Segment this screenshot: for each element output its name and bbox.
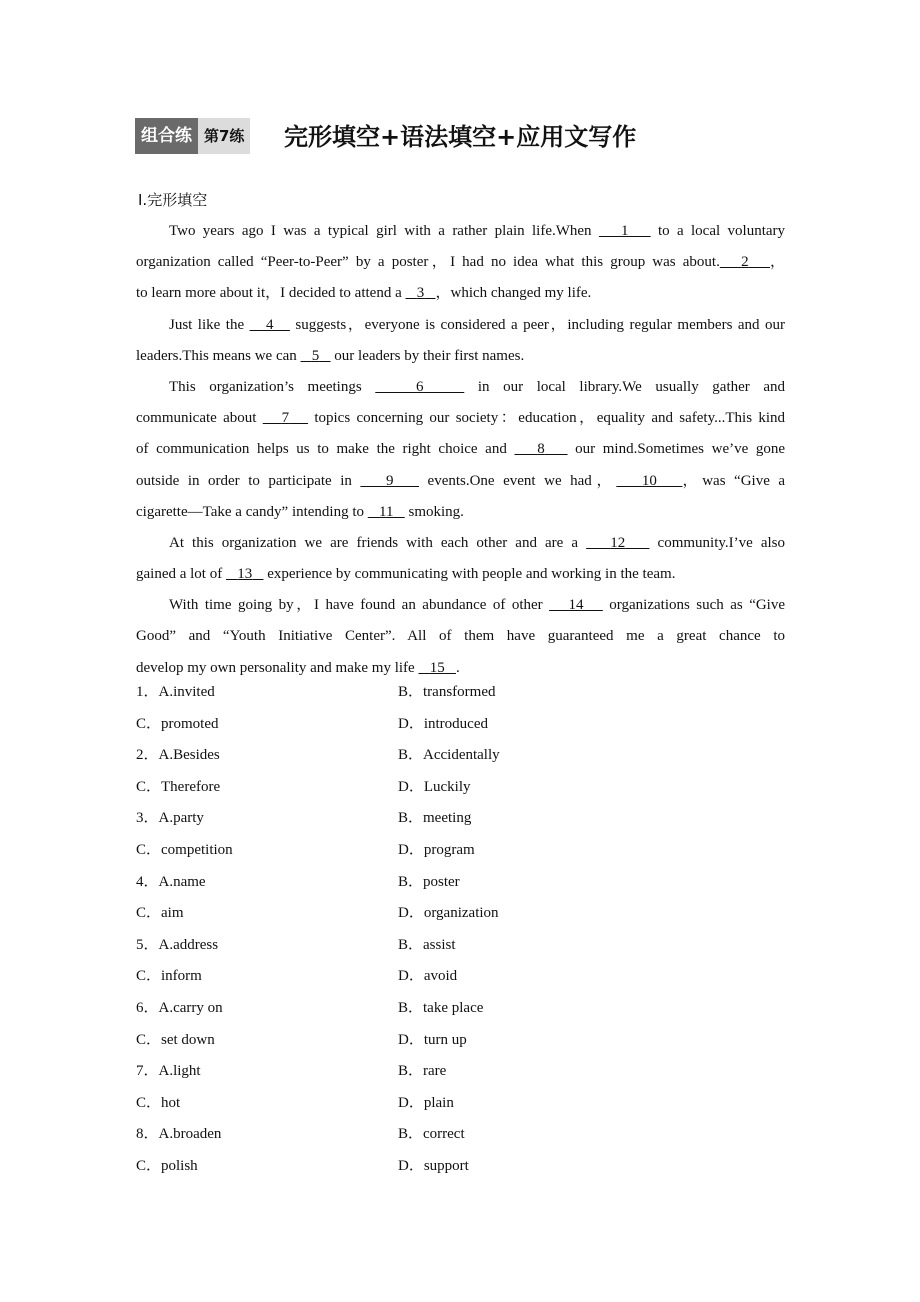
blank-number: 5: [311, 347, 320, 364]
option-item: C．set down: [136, 1031, 215, 1048]
passage-line: [136, 498, 785, 529]
passage-line: [136, 279, 785, 310]
exercise-badge: [135, 118, 250, 154]
blank-13: [226, 566, 264, 582]
passage-line: [136, 342, 785, 373]
blank-number: 15: [429, 659, 445, 676]
passage-text: ，: [770, 254, 786, 271]
option-row: [136, 1152, 785, 1184]
passage-text: to learn more about it，I decided to attend a: [136, 285, 406, 302]
option-item: D．turn up: [398, 1031, 467, 1048]
blank-5: [301, 348, 331, 364]
blank-11: [368, 504, 405, 520]
passage-text: ，was “Give a: [682, 472, 786, 489]
blank-number: 7: [281, 410, 290, 427]
section-title: Ⅰ.完形填空: [138, 191, 208, 209]
passage-text: communicate about: [136, 410, 263, 427]
blank-3: [406, 285, 436, 301]
option-item: B．correct: [398, 1126, 465, 1143]
passage-text: ，which changed my life.: [435, 285, 592, 302]
passage-text: cigarette—Take a candy” intending to: [136, 503, 368, 520]
option-item: C．competition: [136, 841, 233, 858]
passage-text: in our local library.We usually gather and: [464, 378, 786, 395]
option-row: [136, 710, 785, 742]
option-item: D．plain: [398, 1094, 454, 1111]
option-item: D．organization: [398, 905, 499, 922]
passage-line: [136, 622, 785, 653]
blank-number: 2: [741, 254, 749, 271]
blank-number: 6: [416, 378, 424, 395]
blank-12: [586, 535, 649, 551]
cloze-passage: [136, 217, 785, 685]
option-item: 7．A.light: [136, 1063, 201, 1080]
passage-text: Just like the: [169, 316, 250, 333]
option-item: B．take place: [398, 999, 484, 1016]
passage-text: suggests，everyone is considered a peer，including regular members and our: [289, 316, 785, 333]
option-item: D．introduced: [398, 715, 488, 732]
blank-2: [720, 254, 770, 270]
option-item: 1．A.invited: [136, 684, 215, 700]
passage-line: [136, 404, 785, 435]
passage-text: experience by communicating with people and working in the team.: [263, 566, 676, 583]
option-row: [136, 804, 785, 836]
blank-15: [418, 660, 456, 676]
option-item: B．rare: [398, 1063, 447, 1080]
blank-number: 9: [385, 472, 394, 489]
option-item: B．transformed: [398, 684, 496, 700]
option-item: B．meeting: [398, 810, 472, 827]
passage-text: This organization’s meetings: [169, 378, 376, 395]
option-row: [136, 994, 785, 1026]
option-row: [136, 836, 785, 868]
option-item: B．Accidentally: [398, 747, 500, 764]
option-row: [136, 868, 785, 900]
blank-number: 11: [379, 503, 394, 520]
blank-number: 14: [568, 597, 584, 614]
passage-line: [136, 248, 785, 279]
passage-text: develop my own personality and make my life: [136, 659, 419, 676]
option-row: [136, 931, 785, 963]
option-item: D．support: [398, 1157, 469, 1174]
blank-number: 4: [265, 316, 274, 333]
passage-text: events.One event we had，: [419, 472, 617, 489]
passage-text: organizations such as “Give: [602, 597, 786, 614]
option-row: [136, 1089, 785, 1121]
blank-number: 3: [416, 285, 425, 302]
passage-line: [136, 560, 785, 591]
passage-text: outside in order to participate in: [136, 472, 361, 489]
passage-text: our mind.Sometimes we’ve gone: [567, 441, 786, 458]
option-item: B．poster: [398, 873, 460, 890]
passage-line: [136, 591, 785, 622]
option-item: B．assist: [398, 936, 456, 953]
option-item: C．inform: [136, 968, 202, 985]
option-item: 2．A.Besides: [136, 747, 220, 764]
passage-text: our leaders by their first names.: [330, 347, 525, 364]
passage-text: community.I’ve also: [649, 534, 786, 551]
passage-text: to a local voluntary: [650, 223, 786, 239]
blank-9: [360, 473, 419, 489]
blank-6: [375, 379, 464, 395]
option-row: [136, 899, 785, 931]
passage-line: [136, 529, 785, 560]
blank-number: 12: [610, 534, 626, 551]
option-item: 6．A.carry on: [136, 999, 223, 1016]
passage-text: gained a lot of: [136, 566, 226, 583]
option-item: C．polish: [136, 1157, 198, 1174]
passage-line: [136, 435, 785, 466]
option-row: [136, 1120, 785, 1152]
option-item: 4．A.name: [136, 873, 206, 890]
option-item: D．avoid: [398, 968, 458, 985]
blank-number: 10: [641, 472, 657, 489]
blank-number: 1: [621, 223, 629, 239]
badge-primary: 组合练: [135, 118, 198, 154]
passage-text: of communication helps us to make the right choice and: [136, 441, 515, 458]
badge-secondary: 第7练: [198, 118, 250, 154]
option-row: [136, 741, 785, 773]
passage-text: organization called “Peer-to-Peer” by a poster，I had no idea what this group was about.: [136, 254, 720, 271]
passage-text: smoking.: [404, 503, 464, 520]
option-row: [136, 1057, 785, 1089]
passage-text: leaders.This means we can: [136, 347, 301, 364]
blank-7: [263, 410, 308, 426]
option-row: [136, 1026, 785, 1058]
blank-number: 8: [537, 441, 545, 458]
option-item: 3．A.party: [136, 810, 204, 827]
passage-text: .: [455, 659, 460, 676]
blank-8: [514, 441, 567, 457]
option-item: C．promoted: [136, 715, 219, 732]
option-item: C．Therefore: [136, 778, 221, 795]
passage-line: [136, 311, 785, 342]
passage-line: [136, 467, 785, 498]
blank-4: [250, 317, 290, 333]
page-title: 完形填空+语法填空+应用文写作: [284, 123, 637, 151]
option-row: [136, 678, 785, 710]
option-item: C．aim: [136, 905, 184, 922]
option-row: [136, 773, 785, 805]
option-item: 8．A.broaden: [136, 1126, 222, 1143]
blank-14: [549, 597, 603, 613]
passage-text: With time going by，I have found an abundance of other: [169, 597, 550, 614]
passage-text: At this organization we are friends with each other and are a: [169, 534, 587, 551]
blank-1: [599, 223, 651, 239]
passage-text: topics concerning our society：education，equality and safety...This kind: [308, 410, 785, 427]
option-item: D．Luckily: [398, 778, 471, 795]
passage-text: Two years ago I was a typical girl with a rather plain life.When: [169, 223, 599, 239]
option-item: 5．A.address: [136, 936, 219, 953]
passage-text: Good” and “Youth Initiative Center”. All of them have guaranteed me a great chance to: [136, 628, 785, 645]
blank-number: 13: [237, 566, 253, 583]
blank-10: [616, 473, 682, 489]
option-item: D．program: [398, 841, 475, 858]
option-row: [136, 962, 785, 994]
passage-line: [136, 217, 785, 248]
option-item: C．hot: [136, 1094, 181, 1111]
passage-line: [136, 373, 785, 404]
answer-options: [136, 678, 785, 1184]
